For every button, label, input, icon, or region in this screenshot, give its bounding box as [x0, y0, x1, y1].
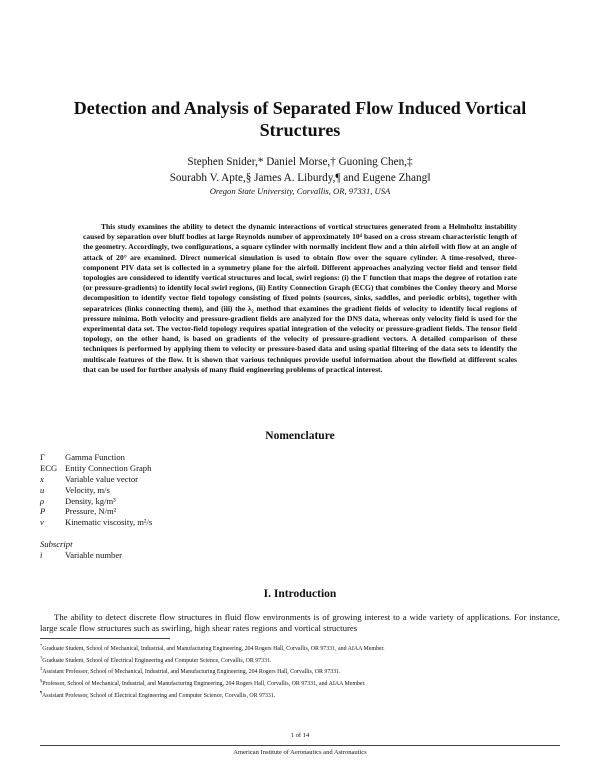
abstract: This study examines the ability to detect the dynamic interactions of vortical structures generated from a Helmholtz instability caused by separation over bluff bodies at large Reynolds number of approximately 10⁴ based on a cross stream characteristic length of the geometry. Accordingly, two configurations, a square cylinder with normally incident flow and a thin airfoil with flow at an angle of attack of 20° are examined. Direct numerical simulation is used to obtain flow over the square cylinder. A time-resolved, three-component PIV data set is collected in a symmetry plane for the airfoil. Different approaches analyzing vector field and tensor field topologies are considered to identify vortical structures and local, swirl regions: (i) the Γ function that maps the degree of rotation rate (or pressure-gradients) to identify local swirl regions, (ii) Entity Connection Graph (ECG) that combines the Conley theory and Morse decomposition to identify vector field topology consisting of fixed points (sources, sinks, saddles, and periodic orbits), together with separatrices (links connecting them), and (iii) the λ₂ method that examines the gradient fields of velocity to identify local regions of pressure minima. Both velocity and pressure-gradient fields are analyzed for the DNS data, whereas only velocity field is used for the experimental data set. The vector-field topology requires spatial integration of the velocity or pressure-gradient fields. The tensor field topology, on the other hand, is based on gradients of the velocity of pressure-gradient vectors. A detailed comparison of these techniques is performed by applying them to velocity or pressure-based data and using spatial filtering of the data sets to identify the multiscale features of the flow. It is shown that various techniques provide useful information about the flowfield at different scales that can be used for further analysis of many fluid engineering problems of practical interest. — [83, 222, 517, 374]
subscript-label: Subscript — [40, 539, 73, 549]
footnote-mark: ¶ — [40, 689, 43, 695]
footnote-divider — [40, 638, 170, 639]
footnotes — [40, 642, 560, 700]
affiliation: Oregon State University, Corvallis, OR, 97331, USA — [209, 186, 391, 196]
footnote — [40, 665, 560, 677]
nomenclature-entry — [40, 485, 340, 496]
footnote-mark: ‡ — [40, 666, 43, 672]
nomenclature-definition: Variable number — [65, 550, 123, 560]
nomenclature-symbol: Γ — [40, 452, 45, 462]
nomenclature-entry — [40, 517, 340, 528]
nomenclature-symbol: ECG — [40, 462, 58, 473]
footnote — [40, 654, 560, 666]
authors-line-1: Stephen Snider,* Daniel Morse,† Guoning Chen,‡ — [187, 156, 413, 168]
paper-title: Detection and Analysis of Separated Flow Induced Vortical Structures — [73, 98, 527, 140]
footnote-text: Professor, School of Mechanical, Industrial, and Manufacturing Engineering, 204 Rogers Hall, Corvallis, OR 97331, and AIAA Member. — [42, 680, 366, 687]
nomenclature-definition: Entity Connection Graph — [65, 462, 152, 473]
subscript-entry — [40, 550, 122, 560]
footnote-text: Graduate Student, School of Mechanical, Industrial, and Manufacturing Engineering, 204 Rogers Hall, Corvallis, OR 97331, and AIAA Member. — [42, 645, 385, 652]
footnote-mark: * — [40, 643, 43, 648]
nomenclature-symbol: P — [40, 506, 46, 517]
page-footer: American Institute of Aeronautics and Astronautics — [233, 749, 367, 756]
nomenclature-definition: Density, kg/m³ — [65, 495, 116, 506]
nomenclature-entry — [40, 506, 340, 517]
nomenclature-symbol: ρ — [40, 495, 45, 506]
footnote-mark: † — [40, 654, 43, 660]
footnote — [40, 689, 560, 701]
nomenclature-entry — [40, 496, 340, 507]
nomenclature-symbol: x — [40, 473, 44, 484]
nomenclature-definition: Variable value vector — [65, 473, 139, 484]
nomenclature-entry — [40, 474, 340, 485]
nomenclature-list — [40, 452, 340, 528]
nomenclature-entry — [40, 452, 340, 463]
footer-divider — [40, 745, 560, 746]
nomenclature-symbol: u — [40, 484, 45, 495]
nomenclature-definition: Gamma Function — [65, 452, 125, 462]
nomenclature-heading: Nomenclature — [265, 430, 335, 442]
nomenclature-entry — [40, 463, 340, 474]
footnote-text: Graduate Student, School of Electrical Engineering and Computer Science, Corvallis, OR 97331. — [42, 657, 272, 664]
footnote-mark: § — [40, 678, 43, 684]
nomenclature-definition: Pressure, N/m² — [65, 506, 117, 517]
nomenclature-symbol: i — [40, 550, 43, 560]
nomenclature-definition: Kinematic viscosity, m²/s — [65, 517, 153, 528]
footnote — [40, 642, 560, 654]
introduction-heading: I. Introduction — [263, 588, 337, 600]
page-number: 1 of 14 — [290, 732, 310, 739]
footnote — [40, 677, 560, 689]
footnote-text: Assistant Professor, School of Mechanical, Industrial, and Manufacturing Engineering, 204 Rogers Hall, Corvallis, OR 97331. — [42, 669, 341, 676]
introduction-paragraph: The ability to detect discrete flow structures in fluid flow environments is of growing interest to a wide variety of applications. For instance, large scale flow structures such as swirling, high shear rates regions and vortical structures — [40, 612, 560, 634]
authors-line-2: Sourabh V. Apte,§ James A. Liburdy,¶ and Eugene Zhang‖ — [169, 172, 431, 184]
footnote-text: Assistant Professor, School of Electrical Engineering and Computer Science, Corvallis, OR 97331. — [42, 692, 276, 699]
author-list — [100, 154, 500, 186]
nomenclature-symbol: ν — [40, 517, 44, 528]
nomenclature-definition: Velocity, m/s — [65, 484, 110, 495]
